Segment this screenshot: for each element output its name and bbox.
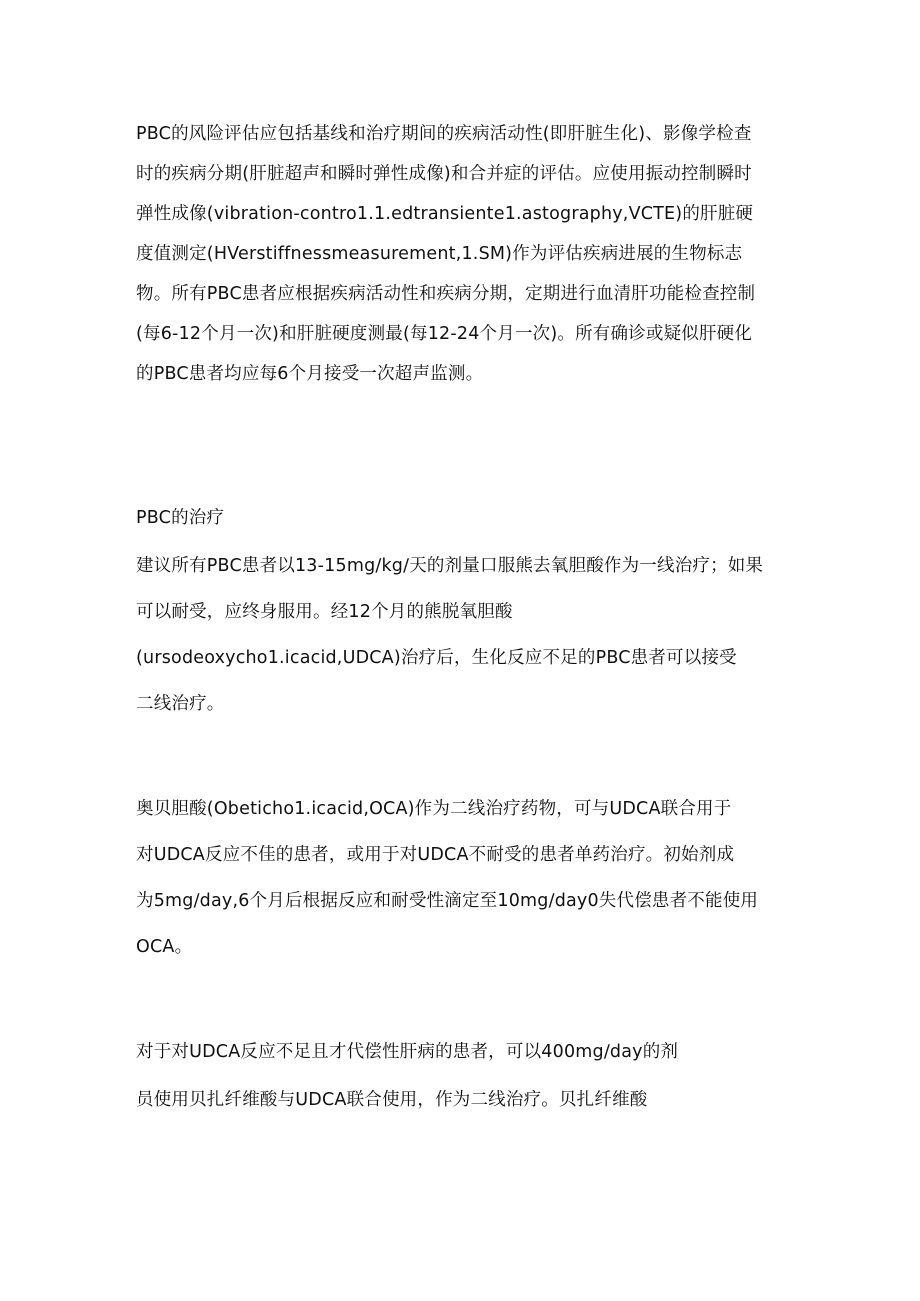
paragraph-first-line-treatment bbox=[136, 554, 796, 738]
text-line: 的PBC患者均应每6个月接受一次超声监测。 bbox=[136, 364, 484, 384]
text-line: 奥贝胆酸(Obeticho1.icacid,OCA)作为二线治疗药物，可与UDCA联合用于 bbox=[136, 799, 732, 819]
text-line: 可以耐受，应终身服用。经12个月的熊脱氧胆酸 bbox=[136, 602, 513, 622]
paragraph-bezafibrate bbox=[136, 1040, 796, 1136]
text-line: 二线治疗。 bbox=[136, 694, 225, 714]
paragraph-obeticholic-acid bbox=[136, 797, 796, 981]
text-line: 员使用贝扎纤维酸与UDCA联合使用，作为二线治疗。贝扎纤维酸 bbox=[136, 1090, 648, 1110]
text-line: 物。所有PBC患者应根据疾病活动性和疾病分期，定期进行血清肝功能检查控制 bbox=[136, 284, 756, 304]
text-line: 度值测定(HVerstiffnessmeasurement,1.SM)作为评估疾病进展的生物标志 bbox=[136, 244, 743, 264]
text-line: PBC的风险评估应包括基线和治疗期间的疾病活动性(即肝脏生化)、影像学检查 bbox=[136, 124, 752, 144]
text-line: 为5mg∕day,6个月后根据反应和耐受性滴定至10mg∕day0失代偿患者不能使用 bbox=[136, 891, 759, 911]
text-line: 对于对UDCA反应不足且才代偿性肝病的患者，可以400mg∕day的剂 bbox=[136, 1042, 679, 1062]
text-line: 时的疾病分期(肝脏超声和瞬时弹性成像)和合并症的评估。应使用振动控制瞬时 bbox=[136, 164, 752, 184]
text-line: 对UDCA反应不佳的患者，或用于对UDCA不耐受的患者单药治疗。初始剂成 bbox=[136, 845, 735, 865]
section-heading-pbc-treatment bbox=[136, 506, 796, 530]
text-line: 弹性成像(vibration-contro1.1.edtransiente1.astography,VCTE)的肝脏硬 bbox=[136, 204, 754, 224]
paragraph-risk-assessment bbox=[136, 122, 796, 402]
heading-text: PBC的治疗 bbox=[136, 508, 225, 528]
text-line: OCA。 bbox=[136, 937, 193, 957]
text-line: (每6-12个月一次)和肝脏硬度测最(每12-24个月一次)。所有确诊或疑似肝硬化 bbox=[136, 324, 753, 344]
text-line: 建议所有PBC患者以13-15mg∕kg∕天的剂量口服熊去氧胆酸作为一线治疗；如果 bbox=[136, 556, 764, 576]
text-line: (ursodeoxycho1.icacid,UDCA)治疗后，生化反应不足的PBC患者可以接受 bbox=[136, 648, 737, 668]
